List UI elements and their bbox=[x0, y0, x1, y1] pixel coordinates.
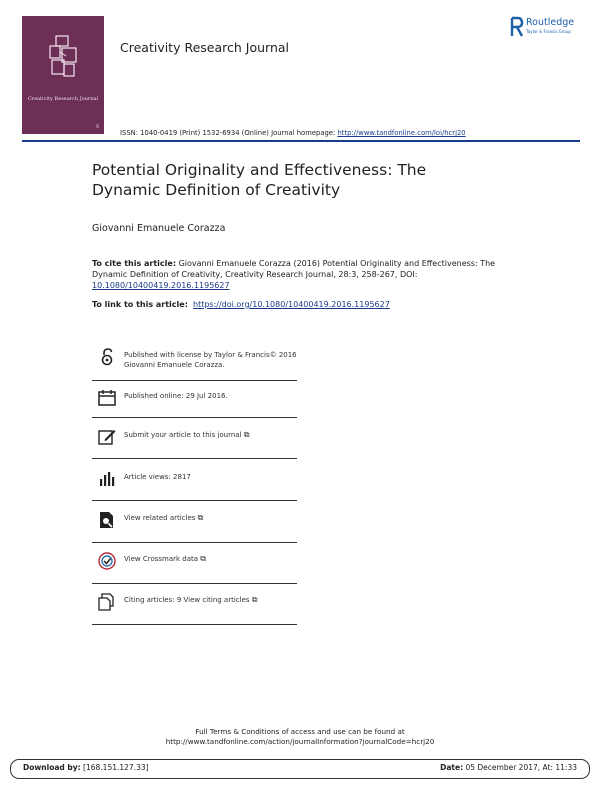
routledge-r-icon bbox=[510, 16, 524, 38]
article-title-line1: Potential Originality and Effectiveness: The bbox=[92, 161, 427, 179]
bar-chart-icon bbox=[98, 470, 116, 488]
cite-label: To cite this article: bbox=[92, 259, 177, 268]
info-divider bbox=[92, 583, 297, 584]
external-link-icon: ⧉ bbox=[197, 513, 204, 522]
article-url-link[interactable]: https://doi.org/10.1080/10400419.2016.1195627 bbox=[193, 300, 390, 309]
citing-row[interactable] bbox=[92, 593, 297, 613]
link-label: To link to this article: bbox=[92, 300, 188, 309]
published-date: Published online: 29 Jul 2016. bbox=[124, 392, 228, 400]
terms-note bbox=[0, 727, 600, 747]
crossmark-row[interactable] bbox=[92, 552, 297, 572]
issn-text: ISSN: 1040-0419 (Print) 1532-6934 (Online) Journal homepage: bbox=[120, 129, 338, 137]
issn-line bbox=[120, 129, 466, 137]
edit-icon bbox=[98, 428, 116, 446]
open-access-icon bbox=[98, 348, 116, 366]
journal-cover bbox=[22, 16, 104, 134]
article-title-line2: Dynamic Definition of Creativity bbox=[92, 181, 341, 199]
citation-block bbox=[92, 258, 522, 291]
submit-row[interactable] bbox=[92, 428, 297, 448]
external-link-icon: ⧉ bbox=[200, 554, 207, 563]
crossmark-icon bbox=[98, 552, 116, 570]
terms-url-link[interactable]: http://www.tandfonline.com/action/journalInformation?journalCode=hcrj20 bbox=[165, 737, 435, 746]
header-divider bbox=[22, 140, 580, 142]
citing-articles-icon bbox=[98, 593, 116, 611]
download-by: Download by: [168.151.127.33] bbox=[23, 763, 149, 772]
calendar-icon bbox=[98, 389, 116, 407]
article-link-line bbox=[92, 300, 390, 309]
journal-name: Creativity Research Journal bbox=[120, 40, 290, 55]
publisher-subtitle: Taylor & Francis Group bbox=[526, 29, 571, 34]
cite-text: Giovanni Emanuele Corazza (2016) Potential Originality and Effectiveness: The Dynamic Definition of Creativity, Creativity Research Journal, 28:3, 258-267, DOI: bbox=[92, 259, 496, 279]
external-link-icon: ⧉ bbox=[251, 595, 258, 604]
cover-artwork bbox=[46, 34, 80, 80]
info-divider bbox=[92, 542, 297, 543]
info-divider bbox=[92, 417, 297, 418]
cover-title: Creativity Research Journal bbox=[27, 96, 99, 102]
citing-articles-link[interactable]: Citing articles: 9 View citing articles ⧉ bbox=[124, 595, 258, 604]
info-divider bbox=[92, 458, 297, 459]
article-title bbox=[92, 160, 512, 200]
submit-article-link[interactable]: Submit your article to this journal ⧉ bbox=[124, 430, 250, 439]
info-divider bbox=[92, 624, 297, 625]
info-divider bbox=[92, 380, 297, 381]
license-row bbox=[92, 348, 297, 378]
terms-line1: Full Terms & Conditions of access and use can be found at bbox=[195, 727, 405, 736]
info-divider bbox=[92, 500, 297, 501]
related-articles-link[interactable]: View related articles ⧉ bbox=[124, 513, 204, 522]
license-text: Published with license by Taylor & Francis© 2016 Giovanni Emanuele Corazza. bbox=[124, 351, 297, 369]
publisher-name: Routledge bbox=[526, 17, 575, 28]
author-name: Giovanni Emanuele Corazza bbox=[92, 223, 226, 234]
download-date: Date: 05 December 2017, At: 11:33 bbox=[440, 763, 577, 772]
related-row[interactable] bbox=[92, 511, 297, 531]
external-link-icon: ⧉ bbox=[243, 430, 250, 439]
routledge-logo bbox=[510, 16, 590, 46]
crossmark-link[interactable]: View Crossmark data ⧉ bbox=[124, 554, 207, 563]
views-row bbox=[92, 470, 297, 490]
published-row bbox=[92, 389, 297, 409]
cover-publisher-mark: R bbox=[96, 124, 99, 129]
download-info-bar bbox=[10, 759, 590, 779]
journal-homepage-link[interactable]: http://www.tandfonline.com/loi/hcrj20 bbox=[337, 129, 466, 137]
doi-link[interactable]: 10.1080/10400419.2016.1195627 bbox=[92, 281, 230, 290]
related-search-icon bbox=[98, 511, 116, 529]
article-views: Article views: 2817 bbox=[124, 473, 191, 481]
